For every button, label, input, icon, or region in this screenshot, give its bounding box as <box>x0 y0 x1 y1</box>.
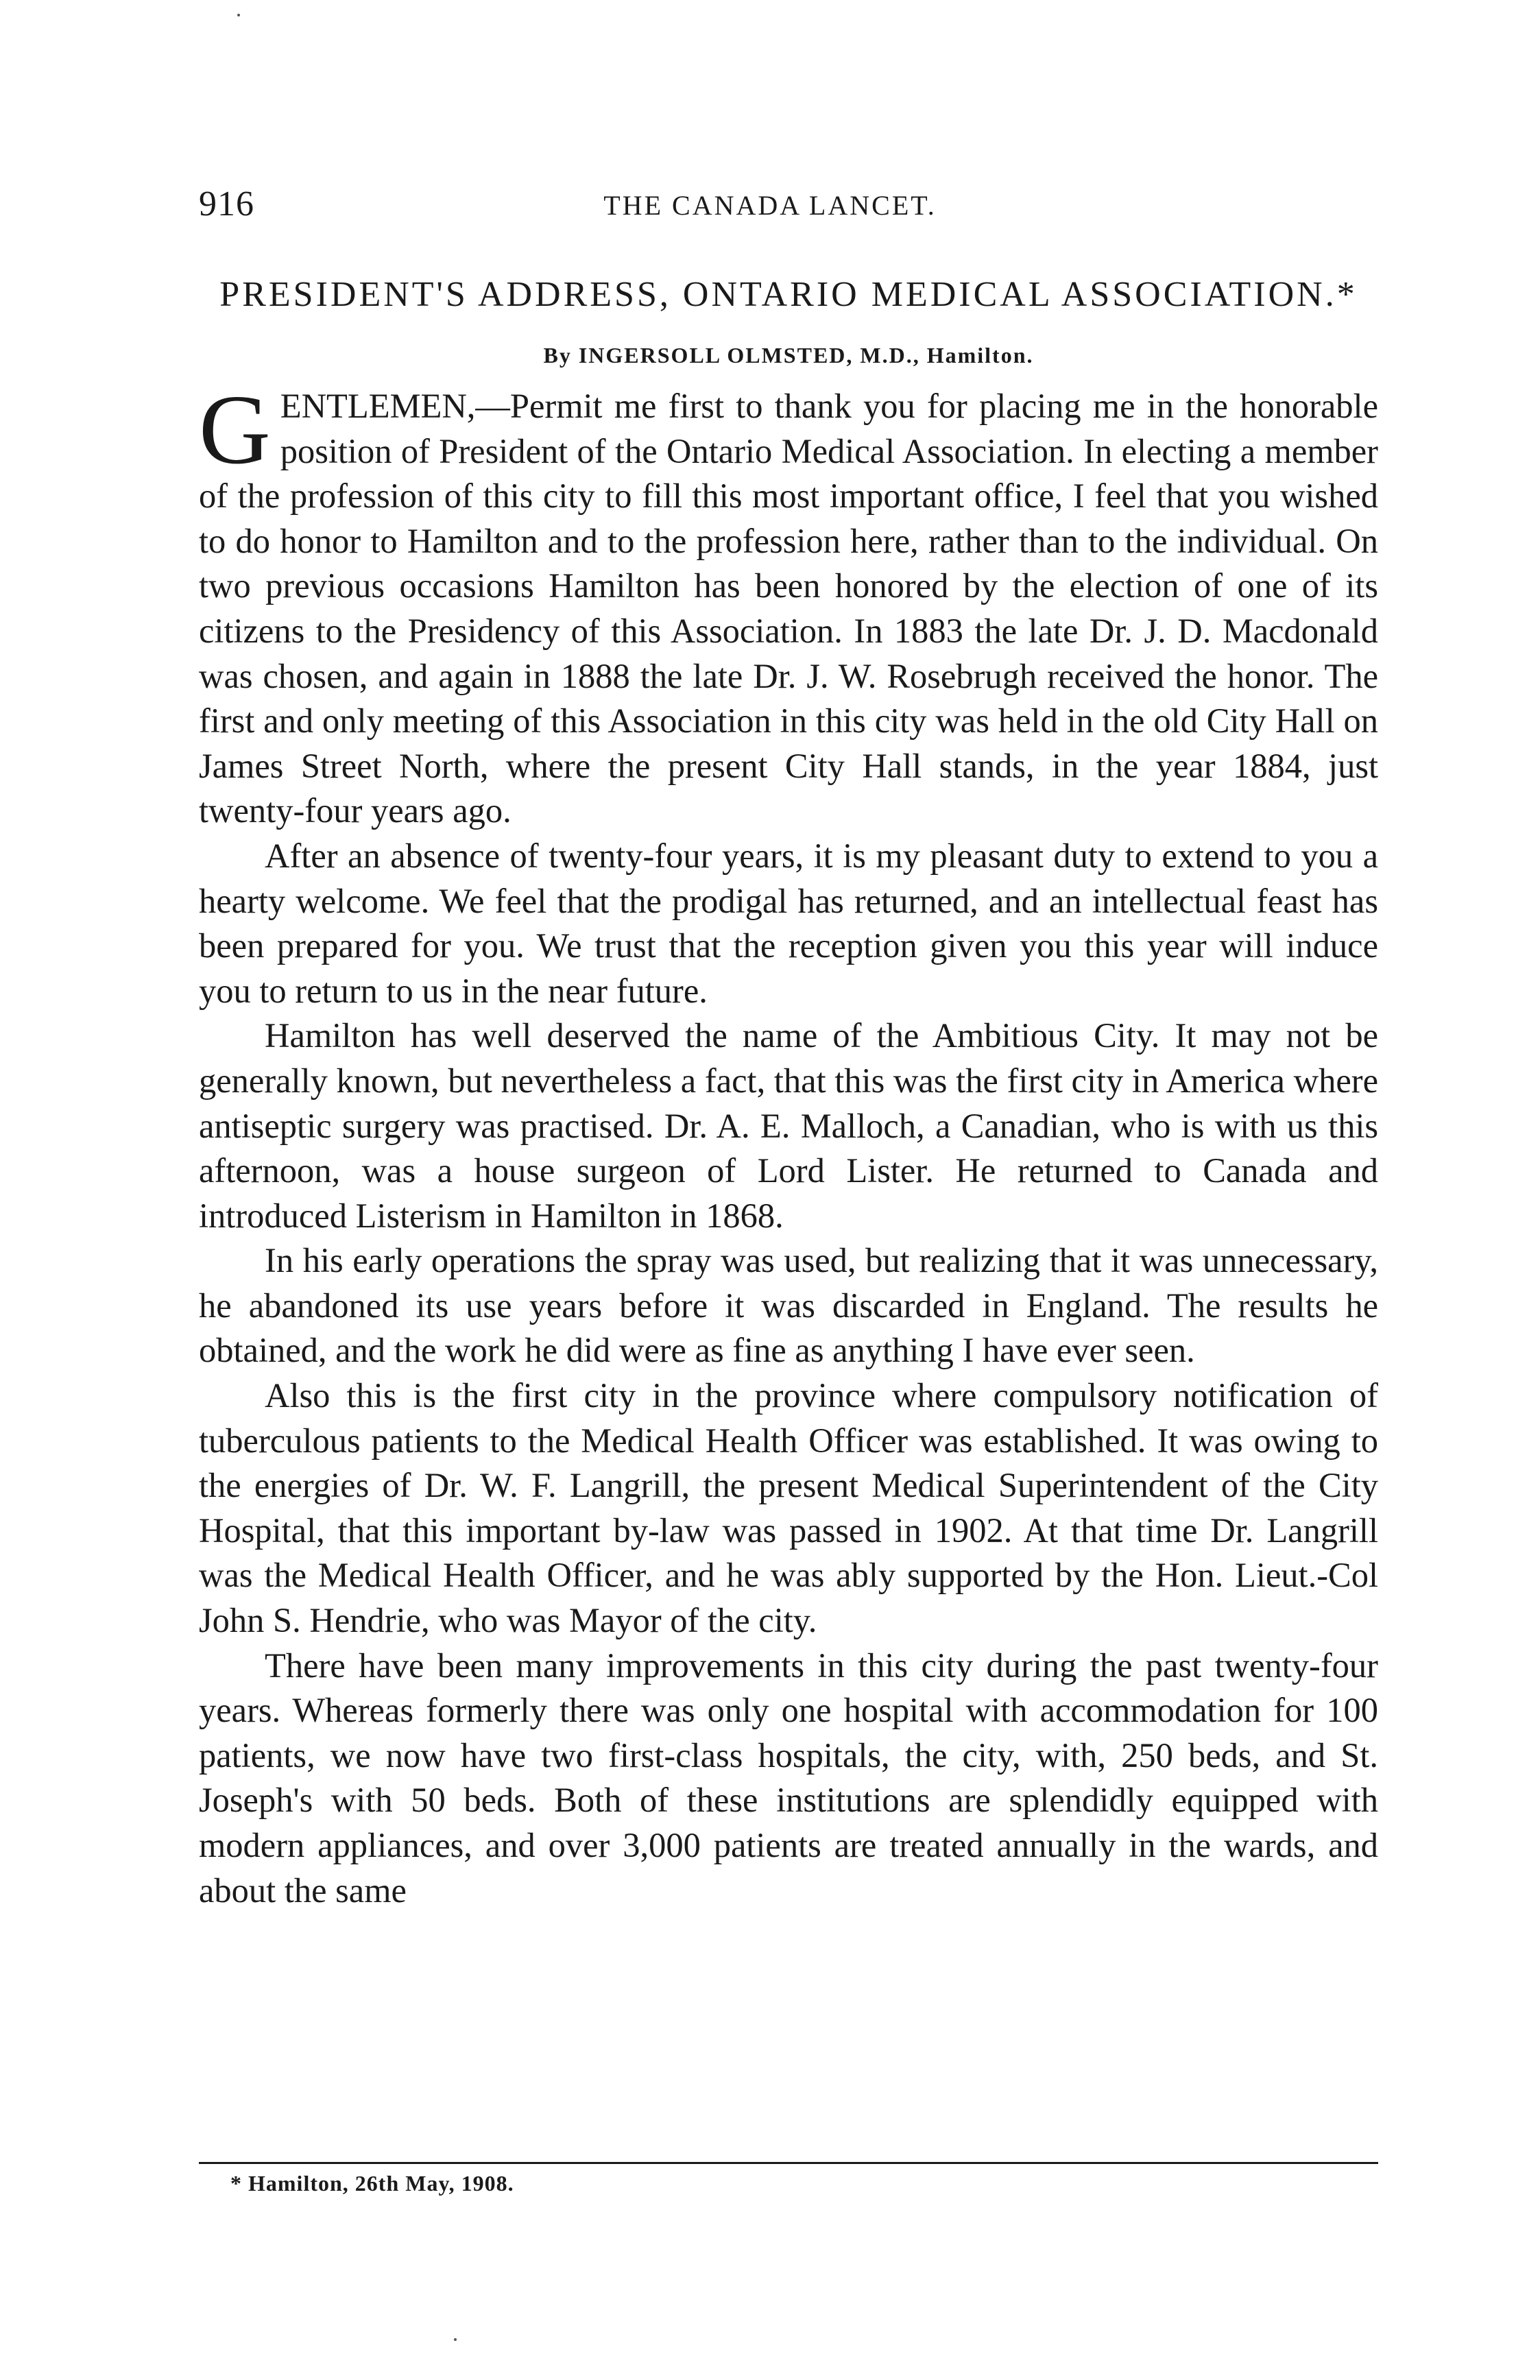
paragraph-5: Also this is the first city in the province where compulsory notification of tuberculous patients to the Medical Health Officer was established. It was owing to the energies of Dr. W. F. Langrill, the present Medical Superintendent of the City Hospital, that this important by-law was passed in 1902. At that time Dr. Langrill was the Medical Health Officer, and he was ably supported by the Hon. Lieut.-Col John S. Hendrie, who was Mayor of the city. <box>199 1376 1378 1640</box>
paragraph-4: In his early operations the spray was used, but realizing that it was unnecessary, he abandoned its use years before it was discarded in England. The results he obtained, and the work he did were as fine as anything I have ever seen. <box>199 1241 1378 1370</box>
paragraph-3: Hamilton has well deserved the name of the Ambitious City. It may not be generally known, but nevertheless a fact, that this was the first city in America where antiseptic surgery was practised. Dr. A. E. Malloch, a Canadian, who is with us this afternoon, was a house surgeon of Lord Lister. He returned to Canada and introduced Listerism in Hamilton in 1868. <box>199 1016 1378 1235</box>
drop-cap: G <box>199 375 271 485</box>
paragraph-6: There have been many improvements in this city during the past twenty-four years. Whereas formerly there was only one hospital with accommodation for 100 patients, we now have two first-class hospitals, the city, with, 250 beds, and St. Joseph's with 50 beds. Both of these institutions are splendidly equipped with modern appliances, and over 3,000 patients are treated annually in the wards, and about the same <box>199 1646 1378 1910</box>
article-byline: By INGERSOLL OLMSTED, M.D., Hamilton. <box>543 343 1034 368</box>
page-number: 916 <box>199 184 254 224</box>
paragraph-2: After an absence of twenty-four years, it is my pleasant duty to extend to you a hearty welcome. We feel that the prodigal has returned, and an intellectual feast has been prepared for you. We trust that the reception given you this year will induce you to return to us in the near future. <box>199 836 1378 1010</box>
scan-speck <box>237 14 240 16</box>
paragraph-1-text: ENTLEMEN,—Permit me first to thank you for placing me in the honorable position of President of the Ontario Medical Association. In electing a member of the profession of this city to fill this most important office, I feel that you wished to do honor to Hamilton and to the profession here, rather than to the individual. On two previous occasions Hamilton has been honored by the election of one of its citizens to the Presidency of this Association. In 1883 the late Dr. J. D. Macdonald was chosen, and again in 1888 the late Dr. J. W. Rosebrugh received the honor. The first and only meeting of this Association in this city was held in the old City Hall on James Street North, where the present City Hall stands, in the year 1884, just twenty-four years ago. <box>199 387 1378 830</box>
scan-speck <box>454 2338 457 2341</box>
running-title: THE CANADA LANCET. <box>603 190 937 221</box>
article-title: PRESIDENT'S ADDRESS, ONTARIO MEDICAL ASSOCIATION.* <box>219 275 1358 314</box>
paragraph-1 <box>199 375 1378 834</box>
footnote-divider <box>199 2162 1378 2164</box>
footnote: * Hamilton, 26th May, 1908. <box>230 2171 514 2196</box>
article-body <box>199 375 1378 1913</box>
